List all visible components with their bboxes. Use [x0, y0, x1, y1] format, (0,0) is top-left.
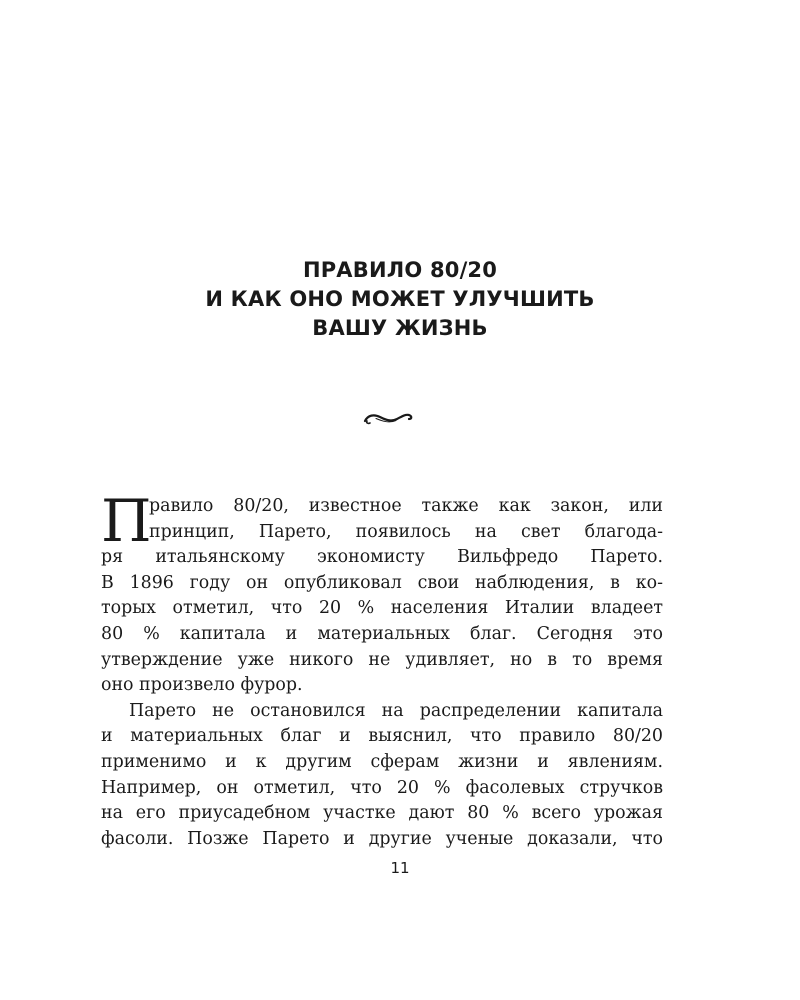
paragraph-1-line: В 1896 году он опубликовал свои наблюдения, в ко-	[101, 572, 663, 593]
paragraph-2-line: и материальных благ и выяснил, что правило 80/20	[101, 726, 663, 747]
paragraph-1-line: торых отметил, что 20 % населения Италии владеет	[101, 598, 663, 619]
paragraph-1-line: 80 % капитала и материальных благ. Сегодня это	[101, 623, 663, 644]
paragraph-1-line: оно произвело фурор.	[101, 675, 303, 696]
swash-ornament-icon	[362, 408, 414, 428]
paragraph-2-line: на его приусадебном участке дают 80 % всего урожая	[101, 803, 663, 824]
body-text	[101, 487, 663, 852]
paragraph-1-line: равило 80/20, известное также как закон, или	[149, 496, 663, 516]
chapter-title-line-2: И КАК ОНО МОЖЕТ УЛУЧШИТЬ	[205, 287, 595, 311]
paragraph-2-line: Например, он отметил, что 20 % фасолевых стручков	[101, 777, 663, 798]
paragraph-1-line: утверждение уже никого не удивляет, но в то время	[101, 649, 663, 670]
chapter-title	[0, 256, 800, 343]
paragraph-1-line: ря итальянскому экономисту Вильфредо Парето.	[101, 547, 663, 568]
paragraph-2-line: фасоли. Позже Парето и другие ученые доказали, что	[101, 828, 663, 849]
paragraph-1-line: принцип, Парето, появилось на свет благода-	[149, 521, 663, 542]
chapter-title-line-1: ПРАВИЛО 80/20	[302, 258, 498, 282]
drop-cap: П	[101, 487, 152, 555]
chapter-title-line-3: ВАШУ ЖИЗНЬ	[312, 316, 488, 340]
paragraph-2-line: Парето не остановился на распределении капитала	[129, 700, 663, 721]
page-number: 11	[390, 859, 410, 877]
paragraph-2-line: применимо и к другим сферам жизни и явлениям.	[101, 751, 663, 772]
